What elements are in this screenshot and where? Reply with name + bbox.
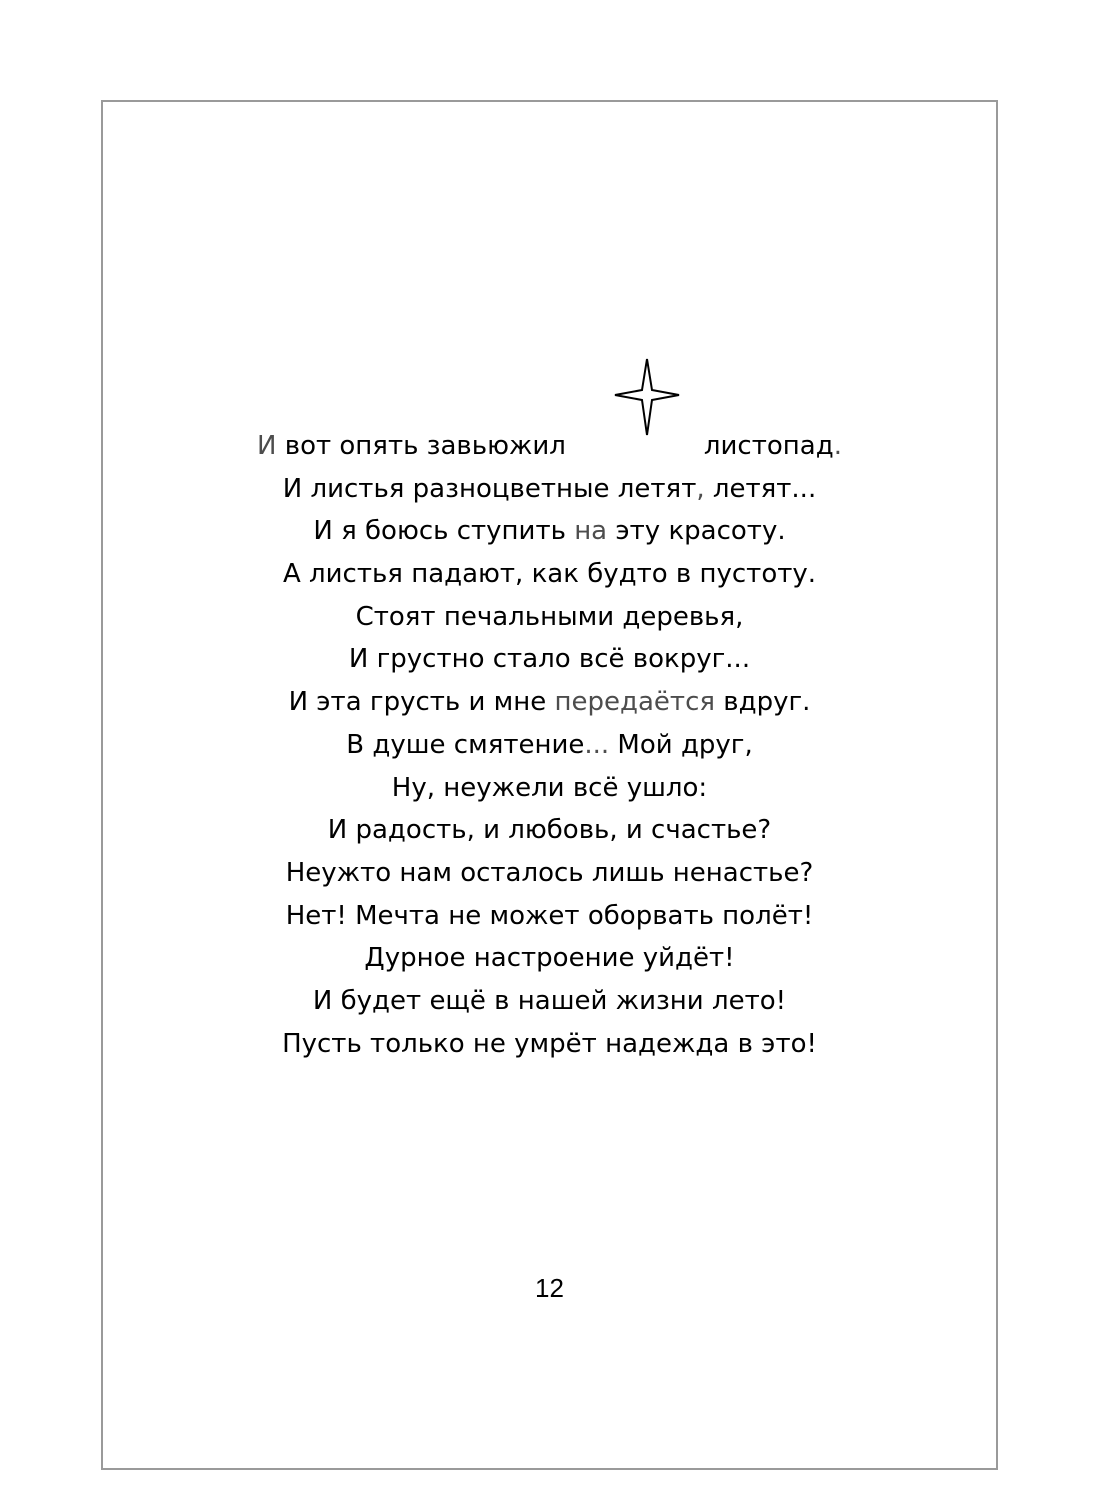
line-1-text-end: листопад (703, 431, 834, 461)
poem-line-11: Неужто нам осталось лишь ненастье? (285, 857, 814, 888)
line-3-part-a: И я боюсь ступить (313, 516, 575, 547)
poem-line-2 (101, 468, 998, 511)
poem-line-10: И радость, и любовь, и счастье? (327, 815, 772, 846)
poem-line-1 (101, 425, 998, 468)
initial-letter: И (257, 431, 277, 461)
poem-line-8 (101, 724, 998, 767)
line-3-part-b: эту красоту. (607, 516, 786, 547)
line-2-part-b: летят... (704, 473, 817, 504)
line-8-part-b: Мой друг, (609, 729, 753, 760)
poem-line-13: Дурное настроение уйдёт! (364, 943, 735, 974)
line-7-highlight: передаётся (554, 687, 716, 718)
poem-text (101, 425, 998, 1065)
poem-line-3 (101, 510, 998, 553)
line-2-comma: , (696, 473, 705, 504)
poem-line-9: Ну, неужели всё ушло: (391, 772, 708, 803)
poem-line-4: А листья падают, как будто в пустоту. (282, 559, 817, 590)
line-8-ellipsis: ... (584, 729, 610, 760)
line-8-part-a: В душе смятение (346, 729, 585, 760)
poem-line-14: И будет ещё в нашей жизни лето! (312, 985, 787, 1016)
poem-line-12: Нет! Мечта не может оборвать полёт! (285, 900, 814, 931)
poem-line-5: Стоят печальными деревья, (355, 601, 744, 632)
poem-line-15: Пусть только не умрёт надежда в это! (282, 1028, 817, 1059)
line-1-text-start: вот опять завьюжил (284, 431, 566, 461)
page-number: 12 (535, 1273, 564, 1303)
poem-line-7 (101, 681, 998, 724)
line-3-highlight: на (574, 516, 608, 547)
poem-line-6: И грустно стало всё вокруг... (348, 644, 751, 675)
line-7-part-a: И эта грусть и мне (288, 687, 555, 718)
line-1-period: . (833, 431, 842, 461)
line-7-part-b: вдруг. (715, 687, 811, 718)
line-2-part-a: И листья разноцветные летят (282, 473, 697, 504)
